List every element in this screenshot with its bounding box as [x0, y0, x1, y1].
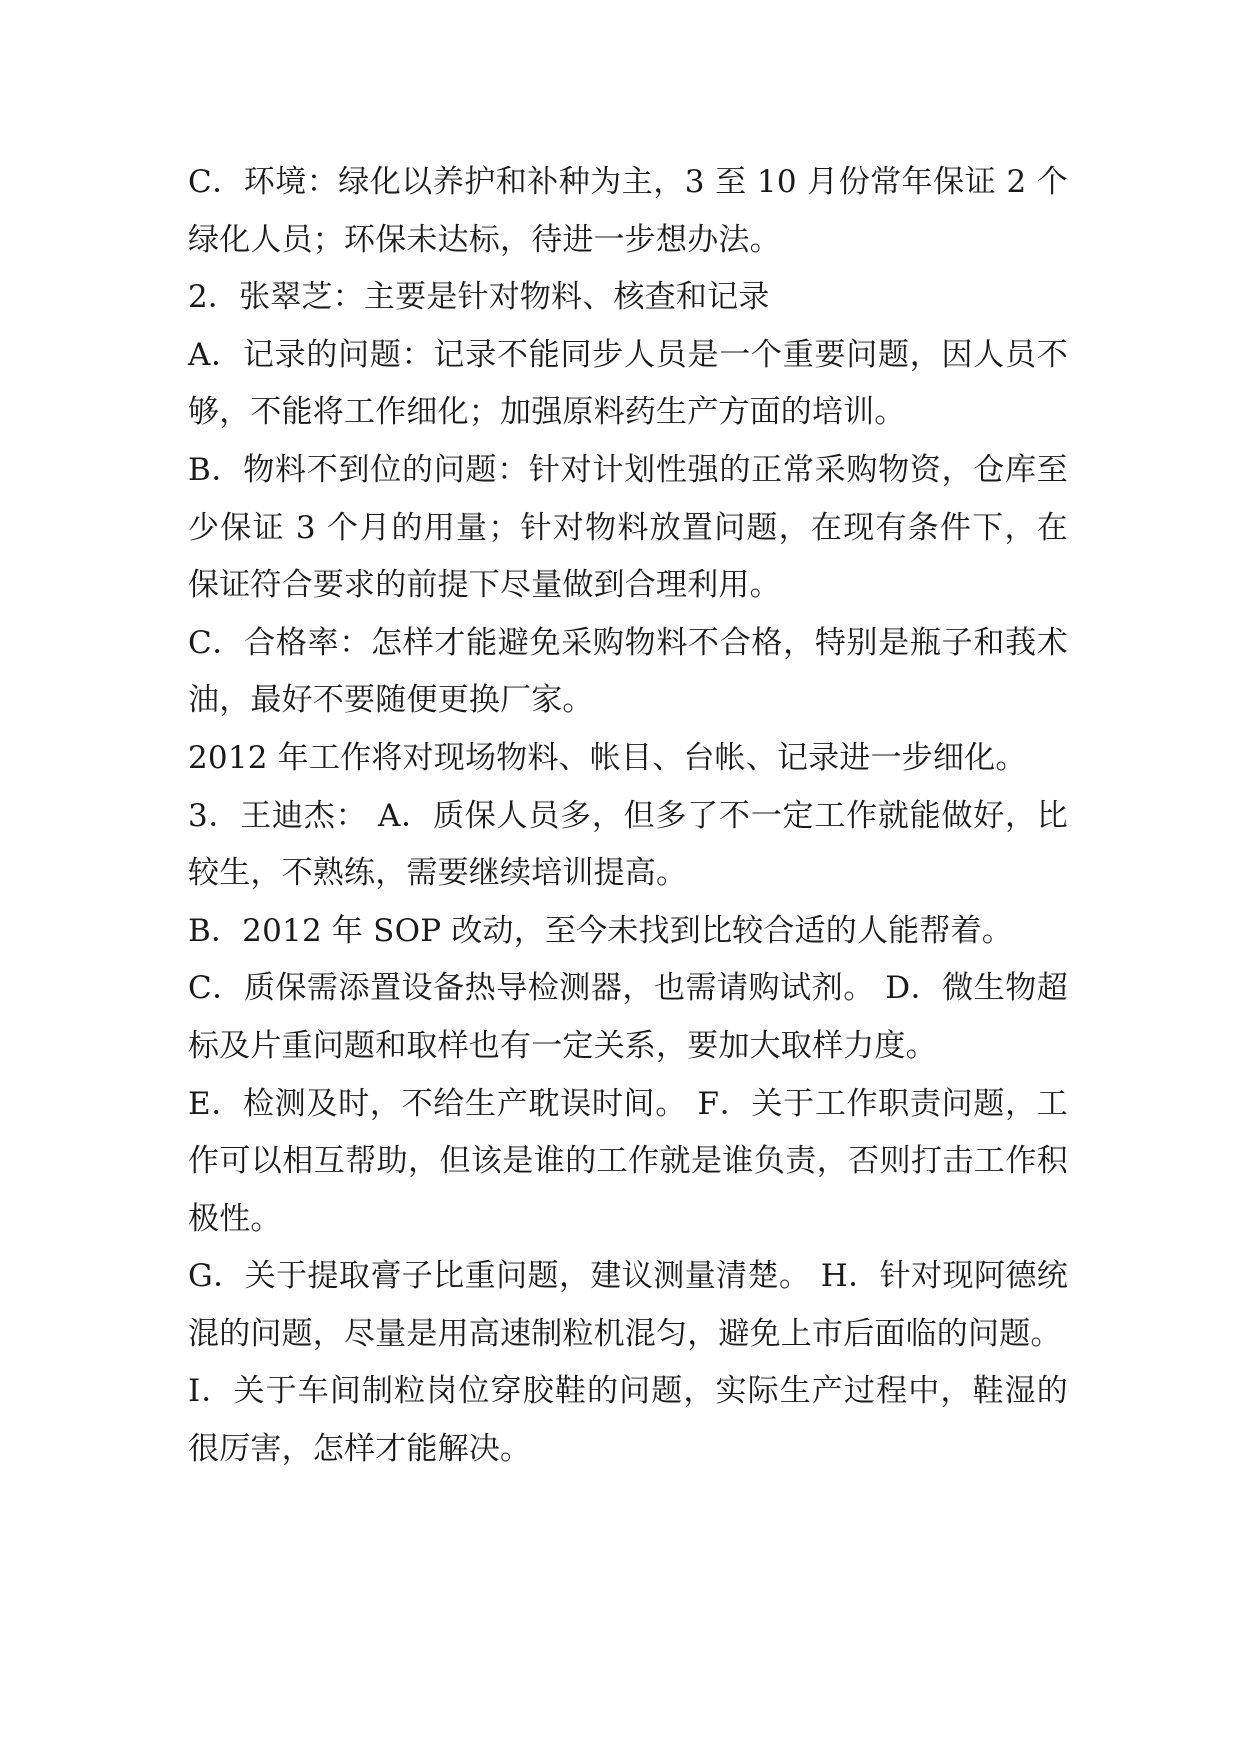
- paragraph-2012-plan: 2012 年工作将对现场物料、帐目、台帐、记录进一步细化。: [188, 739, 1027, 776]
- paragraph-environment: C．环境：绿化以养护和补种为主，3 至 10 月份常年保证 2 个绿化人员；环保未达标，待进一步想办法。: [188, 164, 1068, 258]
- paragraph-zhang-cuizhi-heading: 2．张翠芝：主要是针对物料、核查和记录: [188, 279, 770, 316]
- paragraph-sop-change: B．2012 年 SOP 改动，至今未找到比较合适的人能帮着。: [188, 912, 1013, 949]
- document-body: [188, 154, 1068, 1479]
- paragraph-record-issue: A．记录的问题：记录不能同步人员是一个重要问题，因人员不够，不能将工作细化；加强原料药生产方面的培训。: [188, 336, 1068, 431]
- paragraph-equipment-microbe: C．质保需添置设备热导检测器，也需请购试剂。 D．微生物超标及片重问题和取样也有一定关系，要加大取样力度。: [188, 970, 1068, 1064]
- paragraph-wang-dijie: 3．王迪杰： A．质保人员多，但多了不一定工作就能做好，比较生，不熟练，需要继续培训提高。: [188, 797, 1068, 892]
- paragraph-testing-duties: E．检测及时，不给生产耽误时间。 F．关于工作职责问题，工作可以相互帮助，但该是谁的工作就是谁负责，否则打击工作积极性。: [188, 1085, 1068, 1237]
- paragraph-extract-mixing: G．关于提取膏子比重问题，建议测量清楚。 H．针对现阿德统混的问题，尽量是用高速制粒机混匀，避免上市后面临的问题。: [188, 1258, 1068, 1352]
- paragraph-pass-rate: C．合格率：怎样才能避免采购物料不合格，特别是瓶子和莪术油，最好不要随便更换厂家。: [188, 624, 1068, 719]
- paragraph-material-issue: B．物料不到位的问题：针对计划性强的正常采购物资，仓库至少保证 3 个月的用量；针对物料放置问题，在现有条件下，在保证符合要求的前提下尽量做到合理利用。: [188, 451, 1068, 604]
- paragraph-rubber-boots: I．关于车间制粒岗位穿胶鞋的问题，实际生产过程中，鞋湿的很厉害，怎样才能解决。: [188, 1373, 1068, 1468]
